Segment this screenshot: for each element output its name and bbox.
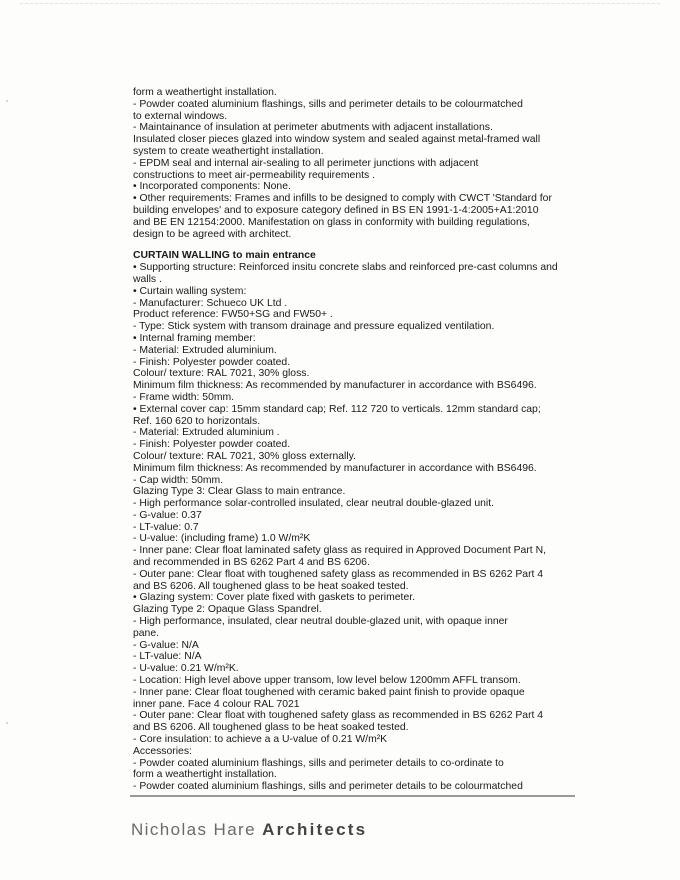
text-line: - High performance, insulated, clear neutral double-glazed unit, with opaque inner bbox=[133, 616, 508, 628]
text-line: - Powder coated aluminium flashings, sills and perimeter details to be colourmatched bbox=[133, 98, 523, 110]
text-line: Glazing Type 2: Opaque Glass Spandrel. bbox=[133, 604, 322, 616]
text-line: system to create weathertight installation. bbox=[133, 145, 324, 157]
text-line: - Maintainance of insulation at perimeter abutments with adjacent installations. bbox=[133, 122, 493, 134]
text-line: • Incorporated components: None. bbox=[133, 181, 291, 193]
text-line: and recommended in BS 6262 Part 4 and BS 6206. bbox=[133, 557, 370, 569]
text-line: • Other requirements: Frames and infills to be designed to comply with CWCT 'Standard for bbox=[133, 193, 552, 205]
text-line: • Glazing system: Cover plate fixed with gaskets to perimeter. bbox=[133, 592, 415, 604]
text-line: • External cover cap: 15mm standard cap; Ref. 112 720 to verticals. 12mm standard cap; bbox=[133, 403, 541, 415]
text-line: - Inner pane: Clear float toughened with ceramic baked paint finish to provide opaque bbox=[133, 686, 525, 698]
text-line: • Supporting structure: Reinforced insitu concrete slabs and reinforced pre-cast columns and bbox=[133, 262, 558, 274]
text-line: building envelopes' and to exposure category defined in BS EN 1991-1-4:2005+A1:2010 bbox=[133, 204, 539, 216]
text-line: and BE EN 12154:2000. Manifestation on glass in conformity with building regulations, bbox=[133, 216, 530, 228]
text-line: Product reference: FW50+SG and FW50+ . bbox=[133, 309, 333, 321]
text-line: - Location: High level above upper transom, low level below 1200mm AFFL transom. bbox=[133, 675, 521, 687]
text-line: - Finish: Polyester powder coated. bbox=[133, 356, 291, 368]
text-line: design to be agreed with architect. bbox=[133, 228, 292, 240]
footer-name: Nicholas Hare bbox=[131, 820, 256, 839]
footer-logo bbox=[131, 820, 367, 840]
text-line: to external windows. bbox=[133, 110, 228, 122]
text-line: form a weathertight installation. bbox=[133, 87, 277, 98]
text-line: - Outer pane: Clear float with toughened safety glass as recommended in BS 6262 Part 4 bbox=[133, 710, 544, 722]
text-line: - U-value: 0.21 W/m²K. bbox=[133, 663, 239, 675]
text-line: Colour/ texture: RAL 7021, 30% gloss. bbox=[133, 368, 310, 380]
text-line: - Finish: Polyester powder coated. bbox=[133, 439, 291, 451]
text-line: inner pane. Face 4 colour RAL 7021 bbox=[133, 698, 300, 710]
text-line: - Manufacturer: Schueco UK Ltd . bbox=[133, 297, 288, 309]
intro-paragraph-block bbox=[133, 87, 563, 240]
text-line: walls . bbox=[133, 273, 162, 285]
text-line: Accessories: bbox=[133, 745, 192, 757]
text-line: - High performance solar-controlled insulated, clear neutral double-glazed unit. bbox=[133, 498, 494, 510]
text-line: - U-value: (including frame) 1.0 W/m²K bbox=[133, 533, 311, 545]
text-line: Minimum film thickness: As recommended by manufacturer in accordance with BS6496. bbox=[133, 380, 537, 392]
text-line: constructions to meet air-permeability requirements . bbox=[133, 169, 375, 181]
text-line: Insulated closer pieces glazed into window system and sealed against metal-framed wall bbox=[133, 134, 541, 146]
footer-rule bbox=[130, 795, 575, 797]
text-line: and BS 6206. All toughened glass to be heat soaked tested. bbox=[133, 580, 409, 592]
text-line: - LT-value: N/A bbox=[133, 651, 202, 663]
text-line: - Core insulation: to achieve a a U-value of 0.21 W/m²K bbox=[133, 734, 388, 746]
text-line: - Outer pane: Clear float with toughened safety glass as recommended in BS 6262 Part 4 bbox=[133, 568, 544, 580]
text-line: Ref. 160 620 to horizontals. bbox=[133, 415, 261, 427]
text-line: - Cap width: 50mm. bbox=[133, 474, 224, 486]
text-line: - G-value: 0.37 bbox=[133, 509, 202, 521]
section-heading: CURTAIN WALLING to main entrance bbox=[133, 250, 316, 262]
text-line: - Material: Extruded aluminium . bbox=[133, 427, 280, 439]
text-line: - Material: Extruded aluminium. bbox=[133, 344, 277, 356]
text-line: - Frame width: 50mm. bbox=[133, 391, 235, 403]
text-line: - Type: Stick system with transom drainage and pressure equalized ventilation. bbox=[133, 321, 495, 333]
text-line: - Powder coated aluminium flashings, sills and perimeter details to be colourmatched bbox=[133, 781, 523, 793]
scan-speck bbox=[6, 100, 8, 102]
text-line: Glazing Type 3: Clear Glass to main entrance. bbox=[133, 486, 346, 498]
text-line: form a weathertight installation. bbox=[133, 769, 277, 781]
text-line: - EPDM seal and internal air-sealing to all perimeter junctions with adjacent bbox=[133, 157, 479, 169]
text-line: - G-value: N/A bbox=[133, 639, 199, 651]
page-top-edge bbox=[20, 3, 660, 4]
document-body bbox=[133, 87, 563, 793]
text-line: and BS 6206. All toughened glass to be heat soaked tested. bbox=[133, 722, 409, 734]
text-line: - LT-value: 0.7 bbox=[133, 521, 199, 533]
text-line: Colour/ texture: RAL 7021, 30% gloss externally. bbox=[133, 450, 356, 462]
section-body bbox=[133, 262, 563, 793]
text-line: • Curtain walling system: bbox=[133, 285, 247, 297]
footer-firm: Architects bbox=[262, 820, 368, 839]
text-line: pane. bbox=[133, 627, 160, 639]
text-line: • Internal framing member: bbox=[133, 332, 256, 344]
text-line: - Powder coated aluminium flashings, sills and perimeter details to co-ordinate to bbox=[133, 757, 504, 769]
text-line: Minimum film thickness: As recommended by manufacturer in accordance with BS6496. bbox=[133, 462, 537, 474]
text-line: - Inner pane: Clear float laminated safety glass as required in Approved Document Part N, bbox=[133, 545, 546, 557]
scan-speck bbox=[6, 722, 8, 724]
